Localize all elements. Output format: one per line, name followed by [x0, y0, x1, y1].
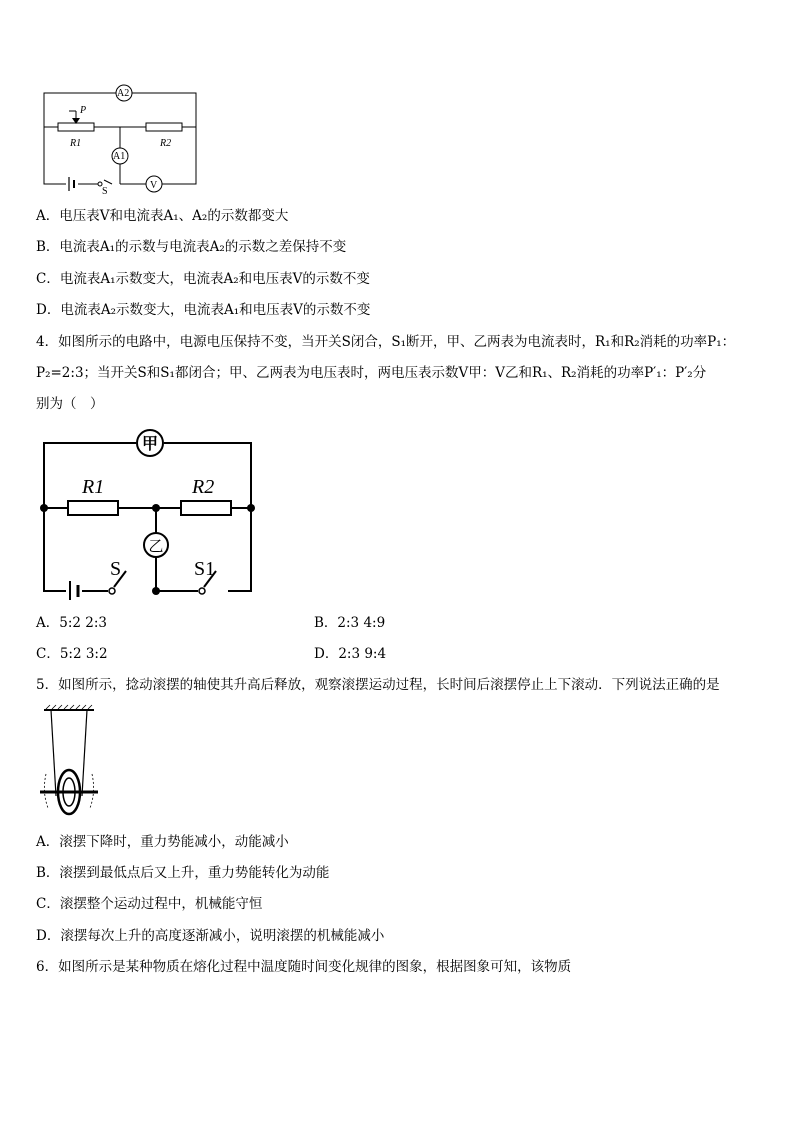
q3-option-a: A．电压表V和电流表A₁、A₂的示数都变大: [36, 208, 289, 224]
q4-option-d: D．2:3 9:4: [314, 646, 387, 662]
q6-stem: 6．如图所示是某种物质在熔化过程中温度随时间变化规律的图象，根据图象可知，该物质: [36, 959, 572, 975]
circuit-figure-2-svg: [36, 425, 268, 600]
label-a1: A1: [113, 151, 126, 162]
junction-dot: [152, 587, 160, 595]
switch-s1: [199, 588, 205, 594]
ceiling-hatching: [46, 705, 92, 709]
q4-stem-line3: 别为（ ）: [36, 396, 104, 412]
pendulum-figure-svg: [36, 704, 102, 820]
resistor-r2: [146, 123, 182, 131]
label-r2: R2: [160, 138, 172, 149]
junction-dot: [247, 504, 255, 512]
label-jia: 甲: [141, 436, 159, 453]
label-a2: A2: [117, 88, 130, 99]
junction-dot: [152, 504, 160, 512]
label-yi: 乙: [148, 539, 164, 555]
label-p: P: [80, 105, 87, 116]
q4-option-a: A．5:2 2:3: [36, 615, 107, 631]
q4-option-c: C．5:2 3:2: [36, 646, 108, 662]
wire: [44, 443, 136, 591]
switch-s: [109, 588, 115, 594]
circuit-figure-1-svg: [36, 80, 206, 195]
label-r1: R1: [70, 138, 82, 149]
resistor-r2: [181, 501, 231, 515]
pendulum-figure: [36, 704, 102, 820]
q5-option-c: C．滚摆整个运动过程中，机械能守恒: [36, 896, 263, 912]
label-r2: R2: [192, 476, 215, 498]
q4-option-b: B．2:3 4:9: [314, 615, 386, 631]
q3-option-c: C．电流表A₁示数变大，电流表A₂和电压表V的示数不变: [36, 271, 370, 287]
q5-option-a: A．滚摆下降时，重力势能减小，动能减小: [36, 834, 289, 850]
resistor-r1: [58, 123, 94, 131]
string-right: [82, 710, 87, 796]
label-s: S: [110, 558, 122, 580]
circuit-figure-1: [36, 80, 206, 195]
string-left: [51, 710, 56, 796]
label-s1: S1: [194, 558, 216, 580]
q4-stem-line2: P₂=2:3；当开关S和S₁都闭合；甲、乙两表为电压表时，两电压表示数V甲：V乙和R₁、R₂消耗的功率P′₁：P′₂分: [36, 365, 707, 381]
resistor-r1: [68, 501, 118, 515]
label-v: V: [150, 180, 158, 191]
q5-stem: 5．如图所示，捻动滚摆的轴使其升高后释放，观察滚摆运动过程，长时间后滚摆停止上下滚动．下列说法正确的是: [36, 677, 720, 693]
q5-option-d: D．滚摆每次上升的高度逐渐减小，说明滚摆的机械能减小: [36, 928, 385, 944]
q3-option-b: B．电流表A₁的示数与电流表A₂的示数之差保持不变: [36, 239, 347, 255]
label-r1: R1: [82, 476, 105, 498]
q3-option-d: D．电流表A₂示数变大，电流表A₁和电压表V的示数不变: [36, 302, 371, 318]
q5-option-b: B．滚摆到最低点后又上升，重力势能转化为动能: [36, 865, 330, 881]
junction-dot: [40, 504, 48, 512]
q4-stem-line1: 4．如图所示的电路中，电源电压保持不变，当开关S闭合，S₁断开，甲、乙两表为电流表时，R₁和R₂消耗的功率P₁：: [36, 334, 736, 350]
circuit-figure-2: [36, 425, 268, 600]
label-s: S: [102, 186, 108, 195]
